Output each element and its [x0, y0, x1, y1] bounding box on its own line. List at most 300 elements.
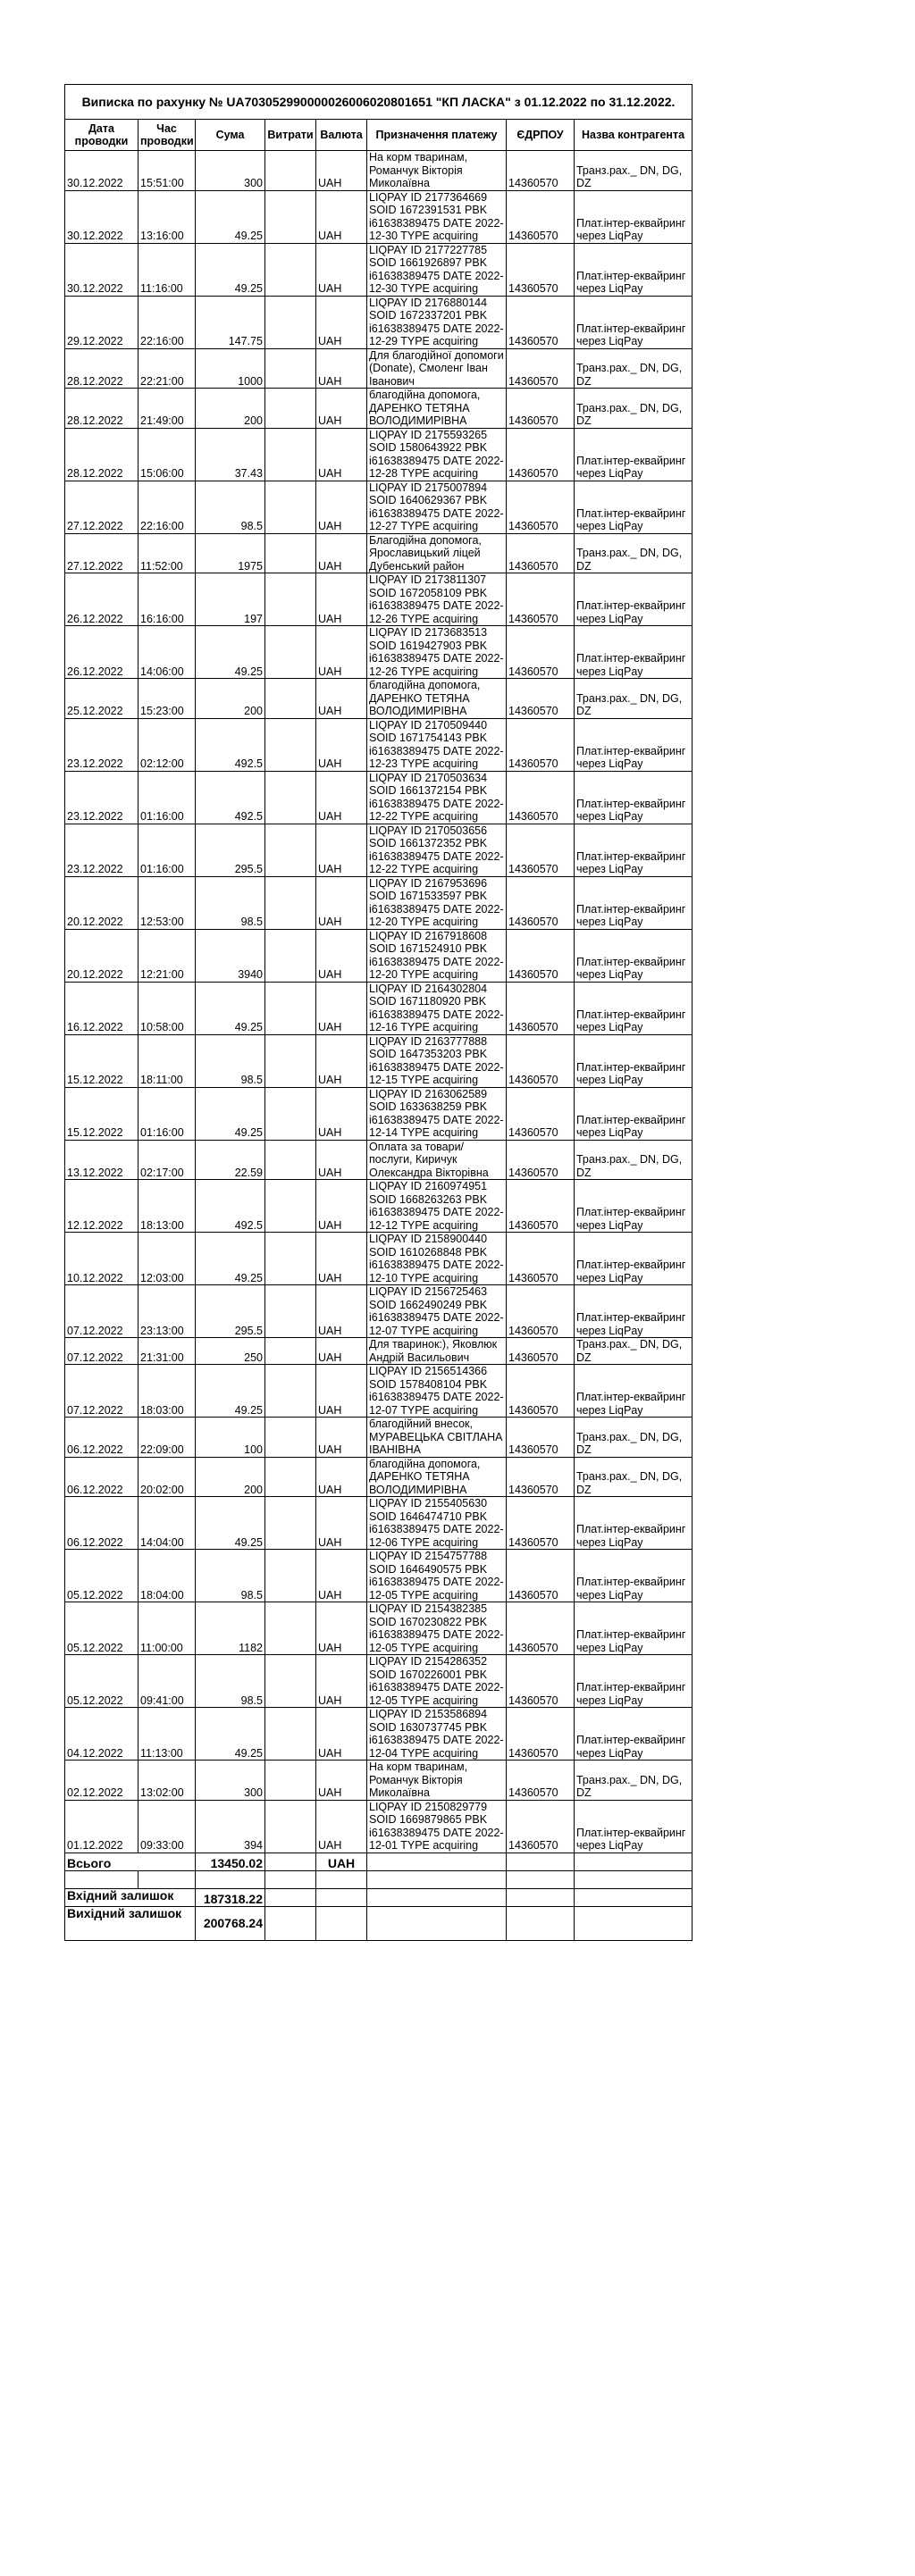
cell-currency: UAH: [316, 1285, 367, 1338]
cell-currency: UAH: [316, 1087, 367, 1140]
cell-currency: UAH: [316, 348, 367, 389]
cell-counterparty: Плат.інтер-еквайринг через LiqPay: [575, 1365, 693, 1418]
cell-amount: 98.5: [196, 1034, 265, 1087]
cell-expense: [265, 573, 316, 626]
cell-counterparty: Плат.інтер-еквайринг через LiqPay: [575, 243, 693, 296]
cell-time: 01:16:00: [139, 1087, 196, 1140]
table-row: [65, 296, 693, 348]
cell-purpose: Для тваринок:), Яковлюк Андрій Васильович: [367, 1338, 507, 1365]
statement-title: Виписка по рахунку № UA703052990000026006020801651 "КП ЛАСКА" з 01.12.2022 по 31.12.2022.: [65, 85, 693, 120]
cell-currency: UAH: [316, 428, 367, 481]
cell-currency: UAH: [316, 982, 367, 1034]
cell-currency: UAH: [316, 243, 367, 296]
table-row: [65, 929, 693, 982]
cell-time: 11:00:00: [139, 1602, 196, 1655]
cell-time: 02:12:00: [139, 718, 196, 771]
cell-counterparty: Плат.інтер-еквайринг через LiqPay: [575, 824, 693, 876]
cell-date: 26.12.2022: [65, 573, 139, 626]
cell-amount: 49.25: [196, 982, 265, 1034]
cell-amount: 300: [196, 1761, 265, 1801]
cell-date: 20.12.2022: [65, 929, 139, 982]
cell-amount: 300: [196, 151, 265, 191]
cell-purpose: LIQPAY ID 2163777888 SOID 1647353203 PBK i61638389475 DATE 2022-12-15 TYPE acquiring: [367, 1034, 507, 1087]
closing-balance-label: Вихідний залишок: [65, 1906, 196, 1940]
cell-counterparty: Плат.інтер-еквайринг через LiqPay: [575, 1034, 693, 1087]
cell-edrpou: 14360570: [507, 1034, 575, 1087]
cell-date: 06.12.2022: [65, 1457, 139, 1497]
cell-expense: [265, 151, 316, 191]
table-row: [65, 1338, 693, 1365]
table-row: [65, 1602, 693, 1655]
cell-expense: [265, 1457, 316, 1497]
cell-counterparty: Плат.інтер-еквайринг через LiqPay: [575, 296, 693, 348]
cell-currency: UAH: [316, 1338, 367, 1365]
cell-amount: 49.25: [196, 1708, 265, 1761]
cell-counterparty: Плат.інтер-еквайринг через LiqPay: [575, 771, 693, 824]
cell-currency: UAH: [316, 1457, 367, 1497]
cell-edrpou: 14360570: [507, 771, 575, 824]
cell-amount: 49.25: [196, 243, 265, 296]
cell-counterparty: Плат.інтер-еквайринг через LiqPay: [575, 929, 693, 982]
cell-currency: UAH: [316, 1418, 367, 1458]
cell-currency: UAH: [316, 1761, 367, 1801]
cell-amount: 250: [196, 1338, 265, 1365]
header-counterparty: Назва контрагента: [575, 120, 693, 151]
cell-purpose: LIQPAY ID 2154382385 SOID 1670230822 PBK i61638389475 DATE 2022-12-05 TYPE acquiring: [367, 1602, 507, 1655]
cell-edrpou: 14360570: [507, 824, 575, 876]
cell-purpose: LIQPAY ID 2150829779 SOID 1669879865 PBK i61638389475 DATE 2022-12-01 TYPE acquiring: [367, 1800, 507, 1853]
cell-edrpou: 14360570: [507, 1800, 575, 1853]
cell-edrpou: 14360570: [507, 1365, 575, 1418]
table-row: [65, 1550, 693, 1602]
header-currency: Валюта: [316, 120, 367, 151]
cell-time: 15:23:00: [139, 679, 196, 719]
cell-time: 22:16:00: [139, 296, 196, 348]
total-expense: [265, 1853, 316, 1870]
cell-date: 20.12.2022: [65, 876, 139, 929]
cell-currency: UAH: [316, 1034, 367, 1087]
cell-time: 09:33:00: [139, 1800, 196, 1853]
cell-edrpou: 14360570: [507, 876, 575, 929]
cell-purpose: LIQPAY ID 2173683513 SOID 1619427903 PBK i61638389475 DATE 2022-12-26 TYPE acquiring: [367, 626, 507, 679]
cell-amount: 49.25: [196, 190, 265, 243]
cell-time: 22:21:00: [139, 348, 196, 389]
cell-counterparty: Плат.інтер-еквайринг через LiqPay: [575, 1233, 693, 1285]
total-row: [65, 1853, 693, 1870]
cell-time: 20:02:00: [139, 1457, 196, 1497]
closing-balance-value: 200768.24: [196, 1906, 265, 1940]
cell-purpose: LIQPAY ID 2155405630 SOID 1646474710 PBK i61638389475 DATE 2022-12-06 TYPE acquiring: [367, 1497, 507, 1550]
cell-expense: [265, 389, 316, 429]
cell-purpose: LIQPAY ID 2156514366 SOID 1578408104 PBK i61638389475 DATE 2022-12-07 TYPE acquiring: [367, 1365, 507, 1418]
cell-expense: [265, 481, 316, 533]
cell-counterparty: Плат.інтер-еквайринг через LiqPay: [575, 428, 693, 481]
table-row: [65, 1087, 693, 1140]
table-row: [65, 626, 693, 679]
cell-amount: 49.25: [196, 1497, 265, 1550]
cell-counterparty: Плат.інтер-еквайринг через LiqPay: [575, 626, 693, 679]
cell-currency: UAH: [316, 1800, 367, 1853]
cell-purpose: LIQPAY ID 2175593265 SOID 1580643922 PBK i61638389475 DATE 2022-12-28 TYPE acquiring: [367, 428, 507, 481]
cell-time: 18:04:00: [139, 1550, 196, 1602]
table-row: [65, 533, 693, 573]
cell-expense: [265, 190, 316, 243]
cell-edrpou: 14360570: [507, 348, 575, 389]
cell-amount: 49.25: [196, 1233, 265, 1285]
cell-amount: 295.5: [196, 1285, 265, 1338]
cell-edrpou: 14360570: [507, 573, 575, 626]
total-label: Всього: [65, 1853, 196, 1870]
cell-purpose: Оплата за товари/послуги, Киричук Олександра Вікторівна: [367, 1140, 507, 1180]
table-row: [65, 679, 693, 719]
cell-purpose: благодійна допомога, ДАРЕНКО ТЕТЯНА ВОЛОДИМИРІВНА: [367, 1457, 507, 1497]
cell-time: 18:03:00: [139, 1365, 196, 1418]
table-row: [65, 389, 693, 429]
opening-balance-value: 187318.22: [196, 1888, 265, 1906]
cell-date: 07.12.2022: [65, 1338, 139, 1365]
cell-purpose: Для благодійної допомоги (Donate), Смоленг Іван Іванович: [367, 348, 507, 389]
cell-amount: 49.25: [196, 626, 265, 679]
table-row: [65, 1180, 693, 1233]
cell-purpose: LIQPAY ID 2175007894 SOID 1640629367 PBK i61638389475 DATE 2022-12-27 TYPE acquiring: [367, 481, 507, 533]
cell-purpose: LIQPAY ID 2154286352 SOID 1670226001 PBK i61638389475 DATE 2022-12-05 TYPE acquiring: [367, 1655, 507, 1708]
cell-currency: UAH: [316, 190, 367, 243]
cell-expense: [265, 1602, 316, 1655]
cell-currency: UAH: [316, 389, 367, 429]
cell-purpose: LIQPAY ID 2153586894 SOID 1630737745 PBK i61638389475 DATE 2022-12-04 TYPE acquiring: [367, 1708, 507, 1761]
cell-date: 07.12.2022: [65, 1365, 139, 1418]
cell-expense: [265, 626, 316, 679]
cell-time: 15:51:00: [139, 151, 196, 191]
cell-purpose: LIQPAY ID 2173811307 SOID 1672058109 PBK i61638389475 DATE 2022-12-26 TYPE acquiring: [367, 573, 507, 626]
cell-time: 14:06:00: [139, 626, 196, 679]
cell-time: 12:53:00: [139, 876, 196, 929]
cell-amount: 200: [196, 679, 265, 719]
cell-expense: [265, 1655, 316, 1708]
cell-time: 11:52:00: [139, 533, 196, 573]
cell-time: 12:21:00: [139, 929, 196, 982]
table-row: [65, 1418, 693, 1458]
cell-expense: [265, 1800, 316, 1853]
cell-time: 01:16:00: [139, 824, 196, 876]
cell-purpose: LIQPAY ID 2170503656 SOID 1661372352 PBK i61638389475 DATE 2022-12-22 TYPE acquiring: [367, 824, 507, 876]
table-row: [65, 1233, 693, 1285]
cell-counterparty: Транз.рах._ DN, DG, DZ: [575, 389, 693, 429]
statement-sheet: [64, 84, 692, 1941]
cell-amount: 1182: [196, 1602, 265, 1655]
cell-amount: 1975: [196, 533, 265, 573]
cell-time: 01:16:00: [139, 771, 196, 824]
cell-edrpou: 14360570: [507, 626, 575, 679]
table-row: [65, 982, 693, 1034]
cell-date: 10.12.2022: [65, 1233, 139, 1285]
cell-purpose: LIQPAY ID 2167918608 SOID 1671524910 PBK i61638389475 DATE 2022-12-20 TYPE acquiring: [367, 929, 507, 982]
table-row: [65, 1457, 693, 1497]
header-amount: Сума: [196, 120, 265, 151]
cell-time: 12:03:00: [139, 1233, 196, 1285]
cell-edrpou: 14360570: [507, 679, 575, 719]
cell-counterparty: Плат.інтер-еквайринг через LiqPay: [575, 1708, 693, 1761]
cell-edrpou: 14360570: [507, 1761, 575, 1801]
cell-date: 06.12.2022: [65, 1418, 139, 1458]
cell-time: 23:13:00: [139, 1285, 196, 1338]
cell-amount: 492.5: [196, 1180, 265, 1233]
cell-expense: [265, 929, 316, 982]
cell-counterparty: Транз.рах._ DN, DG, DZ: [575, 1457, 693, 1497]
table-row: [65, 771, 693, 824]
table-row: [65, 190, 693, 243]
cell-date: 06.12.2022: [65, 1497, 139, 1550]
cell-counterparty: Транз.рах._ DN, DG, DZ: [575, 1140, 693, 1180]
cell-amount: 100: [196, 1418, 265, 1458]
cell-currency: UAH: [316, 1180, 367, 1233]
cell-date: 30.12.2022: [65, 190, 139, 243]
cell-currency: UAH: [316, 824, 367, 876]
cell-purpose: благодійна допомога, ДАРЕНКО ТЕТЯНА ВОЛОДИМИРІВНА: [367, 679, 507, 719]
cell-counterparty: Плат.інтер-еквайринг через LiqPay: [575, 1602, 693, 1655]
table-row: [65, 1761, 693, 1801]
cell-amount: 200: [196, 389, 265, 429]
cell-date: 28.12.2022: [65, 348, 139, 389]
cell-purpose: благодійний внесок, МУРАВЕЦЬКА СВІТЛАНА ІВАНІВНА: [367, 1418, 507, 1458]
cell-expense: [265, 1708, 316, 1761]
cell-counterparty: Плат.інтер-еквайринг через LiqPay: [575, 481, 693, 533]
cell-amount: 1000: [196, 348, 265, 389]
cell-counterparty: Транз.рах._ DN, DG, DZ: [575, 348, 693, 389]
cell-counterparty: Плат.інтер-еквайринг через LiqPay: [575, 718, 693, 771]
cell-expense: [265, 1233, 316, 1285]
cell-purpose: LIQPAY ID 2177227785 SOID 1661926897 PBK i61638389475 DATE 2022-12-30 TYPE acquiring: [367, 243, 507, 296]
cell-counterparty: Транз.рах._ DN, DG, DZ: [575, 1338, 693, 1365]
cell-currency: UAH: [316, 1655, 367, 1708]
total-amount: 13450.02: [196, 1853, 265, 1870]
cell-edrpou: 14360570: [507, 718, 575, 771]
cell-date: 30.12.2022: [65, 151, 139, 191]
cell-currency: UAH: [316, 679, 367, 719]
header-time: Час проводки: [139, 120, 196, 151]
cell-date: 02.12.2022: [65, 1761, 139, 1801]
cell-expense: [265, 1087, 316, 1140]
cell-purpose: LIQPAY ID 2164302804 SOID 1671180920 PBK i61638389475 DATE 2022-12-16 TYPE acquiring: [367, 982, 507, 1034]
table-row: [65, 481, 693, 533]
cell-purpose: LIQPAY ID 2160974951 SOID 1668263263 PBK i61638389475 DATE 2022-12-12 TYPE acquiring: [367, 1180, 507, 1233]
cell-purpose: LIQPAY ID 2176880144 SOID 1672337201 PBK i61638389475 DATE 2022-12-29 TYPE acquiring: [367, 296, 507, 348]
cell-currency: UAH: [316, 626, 367, 679]
header-edrpou: ЄДРПОУ: [507, 120, 575, 151]
cell-time: 16:16:00: [139, 573, 196, 626]
cell-time: 13:02:00: [139, 1761, 196, 1801]
cell-date: 07.12.2022: [65, 1285, 139, 1338]
cell-date: 28.12.2022: [65, 428, 139, 481]
cell-edrpou: 14360570: [507, 1708, 575, 1761]
cell-date: 13.12.2022: [65, 1140, 139, 1180]
table-row: [65, 824, 693, 876]
cell-currency: UAH: [316, 296, 367, 348]
cell-purpose: LIQPAY ID 2156725463 SOID 1662490249 PBK i61638389475 DATE 2022-12-07 TYPE acquiring: [367, 1285, 507, 1338]
cell-date: 27.12.2022: [65, 481, 139, 533]
cell-currency: UAH: [316, 1233, 367, 1285]
header-expense: Витрати: [265, 120, 316, 151]
table-row: [65, 876, 693, 929]
table-row: [65, 1034, 693, 1087]
table-row: [65, 718, 693, 771]
cell-edrpou: 14360570: [507, 190, 575, 243]
cell-edrpou: 14360570: [507, 1655, 575, 1708]
cell-expense: [265, 243, 316, 296]
cell-edrpou: 14360570: [507, 1285, 575, 1338]
cell-currency: UAH: [316, 533, 367, 573]
cell-currency: UAH: [316, 1602, 367, 1655]
table-row: [65, 1708, 693, 1761]
table-row: [65, 1497, 693, 1550]
cell-counterparty: Плат.інтер-еквайринг через LiqPay: [575, 876, 693, 929]
cell-counterparty: Плат.інтер-еквайринг через LiqPay: [575, 1800, 693, 1853]
cell-date: 29.12.2022: [65, 296, 139, 348]
cell-currency: UAH: [316, 771, 367, 824]
cell-counterparty: Плат.інтер-еквайринг через LiqPay: [575, 190, 693, 243]
cell-counterparty: Транз.рах._ DN, DG, DZ: [575, 679, 693, 719]
cell-currency: UAH: [316, 151, 367, 191]
table-row: [65, 1800, 693, 1853]
header-date: Дата проводки: [65, 120, 139, 151]
cell-purpose: LIQPAY ID 2154757788 SOID 1646490575 PBK i61638389475 DATE 2022-12-05 TYPE acquiring: [367, 1550, 507, 1602]
cell-expense: [265, 1365, 316, 1418]
cell-time: 15:06:00: [139, 428, 196, 481]
cell-date: 23.12.2022: [65, 718, 139, 771]
table-row: [65, 573, 693, 626]
cell-expense: [265, 1285, 316, 1338]
closing-balance-row: [65, 1906, 693, 1940]
cell-expense: [265, 428, 316, 481]
cell-time: 02:17:00: [139, 1140, 196, 1180]
cell-currency: UAH: [316, 1708, 367, 1761]
cell-counterparty: Транз.рах._ DN, DG, DZ: [575, 533, 693, 573]
cell-currency: UAH: [316, 1140, 367, 1180]
cell-edrpou: 14360570: [507, 1602, 575, 1655]
cell-date: 04.12.2022: [65, 1708, 139, 1761]
cell-amount: 492.5: [196, 718, 265, 771]
cell-amount: 22.59: [196, 1140, 265, 1180]
cell-date: 05.12.2022: [65, 1602, 139, 1655]
cell-date: 23.12.2022: [65, 824, 139, 876]
opening-balance-label: Вхідний залишок: [65, 1888, 196, 1906]
cell-counterparty: Транз.рах._ DN, DG, DZ: [575, 151, 693, 191]
cell-currency: UAH: [316, 929, 367, 982]
cell-expense: [265, 876, 316, 929]
cell-counterparty: Плат.інтер-еквайринг через LiqPay: [575, 982, 693, 1034]
cell-expense: [265, 296, 316, 348]
cell-currency: UAH: [316, 1550, 367, 1602]
cell-edrpou: 14360570: [507, 533, 575, 573]
cell-edrpou: 14360570: [507, 1233, 575, 1285]
cell-counterparty: Плат.інтер-еквайринг через LiqPay: [575, 1180, 693, 1233]
spacer-row: [65, 1870, 693, 1888]
cell-currency: UAH: [316, 718, 367, 771]
table-row: [65, 1655, 693, 1708]
cell-date: 28.12.2022: [65, 389, 139, 429]
cell-amount: 98.5: [196, 481, 265, 533]
cell-counterparty: Плат.інтер-еквайринг через LiqPay: [575, 1087, 693, 1140]
cell-date: 25.12.2022: [65, 679, 139, 719]
cell-counterparty: Плат.інтер-еквайринг через LiqPay: [575, 1550, 693, 1602]
cell-expense: [265, 824, 316, 876]
cell-time: 13:16:00: [139, 190, 196, 243]
cell-purpose: LIQPAY ID 2167953696 SOID 1671533597 PBK i61638389475 DATE 2022-12-20 TYPE acquiring: [367, 876, 507, 929]
cell-counterparty: Транз.рах._ DN, DG, DZ: [575, 1761, 693, 1801]
title-row: [65, 85, 693, 120]
cell-purpose: LIQPAY ID 2163062589 SOID 1633638259 PBK i61638389475 DATE 2022-12-14 TYPE acquiring: [367, 1087, 507, 1140]
header-row: [65, 120, 693, 151]
cell-counterparty: Плат.інтер-еквайринг через LiqPay: [575, 1655, 693, 1708]
cell-amount: 3940: [196, 929, 265, 982]
cell-expense: [265, 533, 316, 573]
statement-table: [64, 84, 693, 1941]
cell-purpose: Благодійна допомога, Ярославицький ліцей Дубенський район: [367, 533, 507, 573]
cell-edrpou: 14360570: [507, 151, 575, 191]
cell-currency: UAH: [316, 1497, 367, 1550]
cell-counterparty: Транз.рах._ DN, DG, DZ: [575, 1418, 693, 1458]
cell-edrpou: 14360570: [507, 1457, 575, 1497]
total-empty-purpose: [367, 1853, 507, 1870]
table-row: [65, 1140, 693, 1180]
cell-time: 09:41:00: [139, 1655, 196, 1708]
cell-edrpou: 14360570: [507, 1338, 575, 1365]
cell-time: 21:31:00: [139, 1338, 196, 1365]
cell-purpose: На корм тваринам, Романчук Вікторія Миколаївна: [367, 1761, 507, 1801]
cell-expense: [265, 1761, 316, 1801]
cell-amount: 197: [196, 573, 265, 626]
cell-edrpou: 14360570: [507, 1497, 575, 1550]
cell-expense: [265, 1497, 316, 1550]
table-row: [65, 348, 693, 389]
cell-date: 30.12.2022: [65, 243, 139, 296]
cell-time: 22:09:00: [139, 1418, 196, 1458]
cell-edrpou: 14360570: [507, 243, 575, 296]
cell-counterparty: Плат.інтер-еквайринг через LiqPay: [575, 1497, 693, 1550]
cell-time: 11:16:00: [139, 243, 196, 296]
cell-amount: 295.5: [196, 824, 265, 876]
total-empty-edrpou: [507, 1853, 575, 1870]
cell-currency: UAH: [316, 1365, 367, 1418]
cell-amount: 98.5: [196, 1550, 265, 1602]
cell-date: 16.12.2022: [65, 982, 139, 1034]
opening-balance-row: [65, 1888, 693, 1906]
table-row: [65, 1285, 693, 1338]
cell-edrpou: 14360570: [507, 296, 575, 348]
cell-purpose: LIQPAY ID 2177364669 SOID 1672391531 PBK i61638389475 DATE 2022-12-30 TYPE acquiring: [367, 190, 507, 243]
cell-date: 23.12.2022: [65, 771, 139, 824]
cell-expense: [265, 718, 316, 771]
table-row: [65, 243, 693, 296]
cell-counterparty: Плат.інтер-еквайринг через LiqPay: [575, 1285, 693, 1338]
cell-time: 14:04:00: [139, 1497, 196, 1550]
cell-expense: [265, 679, 316, 719]
cell-purpose: На корм тваринам, Романчук Вікторія Миколаївна: [367, 151, 507, 191]
table-row: [65, 428, 693, 481]
cell-expense: [265, 1338, 316, 1365]
cell-edrpou: 14360570: [507, 1550, 575, 1602]
cell-purpose: LIQPAY ID 2170503634 SOID 1661372154 PBK i61638389475 DATE 2022-12-22 TYPE acquiring: [367, 771, 507, 824]
cell-date: 15.12.2022: [65, 1087, 139, 1140]
cell-currency: UAH: [316, 573, 367, 626]
cell-time: 11:13:00: [139, 1708, 196, 1761]
cell-amount: 98.5: [196, 1655, 265, 1708]
cell-date: 26.12.2022: [65, 626, 139, 679]
cell-counterparty: Плат.інтер-еквайринг через LiqPay: [575, 573, 693, 626]
cell-amount: 147.75: [196, 296, 265, 348]
cell-expense: [265, 348, 316, 389]
cell-time: 21:49:00: [139, 389, 196, 429]
